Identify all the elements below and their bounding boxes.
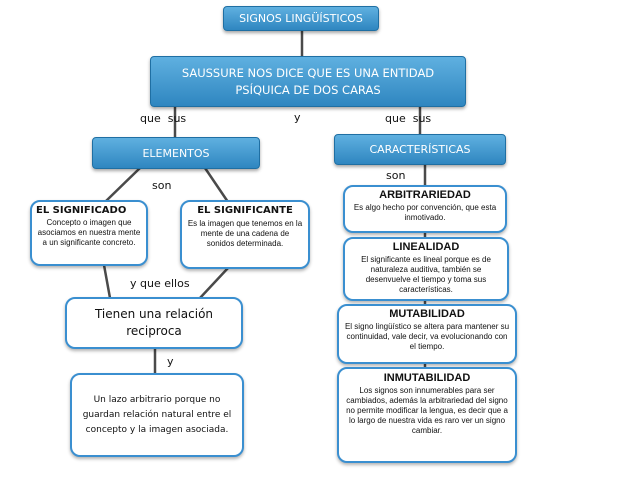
label-son-left: son <box>152 179 172 192</box>
arbitrariedad-text: Es algo hecho por convención, que esta inmotivado. <box>353 203 497 222</box>
inmutabilidad-title: INMUTABILIDAD <box>383 372 471 384</box>
saussure-node <box>150 56 466 107</box>
arbitrariedad-title: ARBITRARIEDAD <box>379 189 471 201</box>
label-son-right: son <box>386 169 406 182</box>
significado-node <box>30 200 148 266</box>
lazo-node <box>70 373 244 457</box>
significante-node <box>180 200 310 269</box>
root-title-node <box>223 6 379 31</box>
elementos-label: ELEMENTOS <box>142 146 210 160</box>
significado-text: Concepto o imagen que asociamos en nuestra mente a un significante concreto. <box>37 218 141 247</box>
relacion-node <box>65 297 243 349</box>
linealidad-node <box>343 237 509 301</box>
linealidad-text: El significante es lineal porque es de naturaleza auditiva, también se desenvuelve el tiempo y toma sus características. <box>361 255 491 294</box>
linealidad-title: LINEALIDAD <box>392 241 460 253</box>
relacion-text: Tienen una relación reciproca <box>94 307 214 338</box>
root-title: SIGNOS LINGÜÍSTICOS <box>239 12 363 25</box>
lazo-text: Un lazo arbitrario porque no guardan relación natural entre el concepto y la imagen asociada. <box>82 394 232 435</box>
connector-elementos-significado <box>105 168 140 202</box>
significante-text: Es la imagen que tenemos en la mente de una cadena de sonidos determinada. <box>187 219 303 248</box>
inmutabilidad-node <box>337 367 517 463</box>
significado-title: EL SIGNIFICADO <box>36 205 127 216</box>
label-y-bottom: y <box>167 355 174 368</box>
mutabilidad-text: El signo lingüístico se altera para mantener su continuidad, vale decir, va evolucionando con el tiempo. <box>344 322 510 351</box>
mutabilidad-title: MUTABILIDAD <box>389 308 465 320</box>
elementos-node <box>92 137 260 169</box>
connector-significado-relacion <box>104 265 110 298</box>
mutabilidad-node <box>337 304 517 364</box>
significante-title: EL SIGNIFICANTE <box>197 205 293 216</box>
label-que-sus-left: que sus <box>140 112 187 125</box>
caracteristicas-node <box>334 134 506 165</box>
caracteristicas-label: CARACTERÍSTICAS <box>369 143 471 156</box>
connector-elementos-significante <box>205 168 228 202</box>
label-y-top: y <box>294 111 301 124</box>
saussure-text: SAUSSURE NOS DICE QUE ES UNA ENTIDAD PSÍQUICA DE DOS CARAS <box>181 65 435 97</box>
label-y-que-ellos: y que ellos <box>130 277 190 290</box>
label-que-sus-right: que sus <box>385 112 432 125</box>
inmutabilidad-text: Los signos son innumerables para ser cambiados, además la arbitrariedad del signo no permite modificar la lengua, es decir que a lo largo de nuestra vida es raro ver un signo cambiar. <box>346 386 508 435</box>
connector-significante-relacion <box>200 268 228 298</box>
arbitrariedad-node <box>343 185 507 233</box>
